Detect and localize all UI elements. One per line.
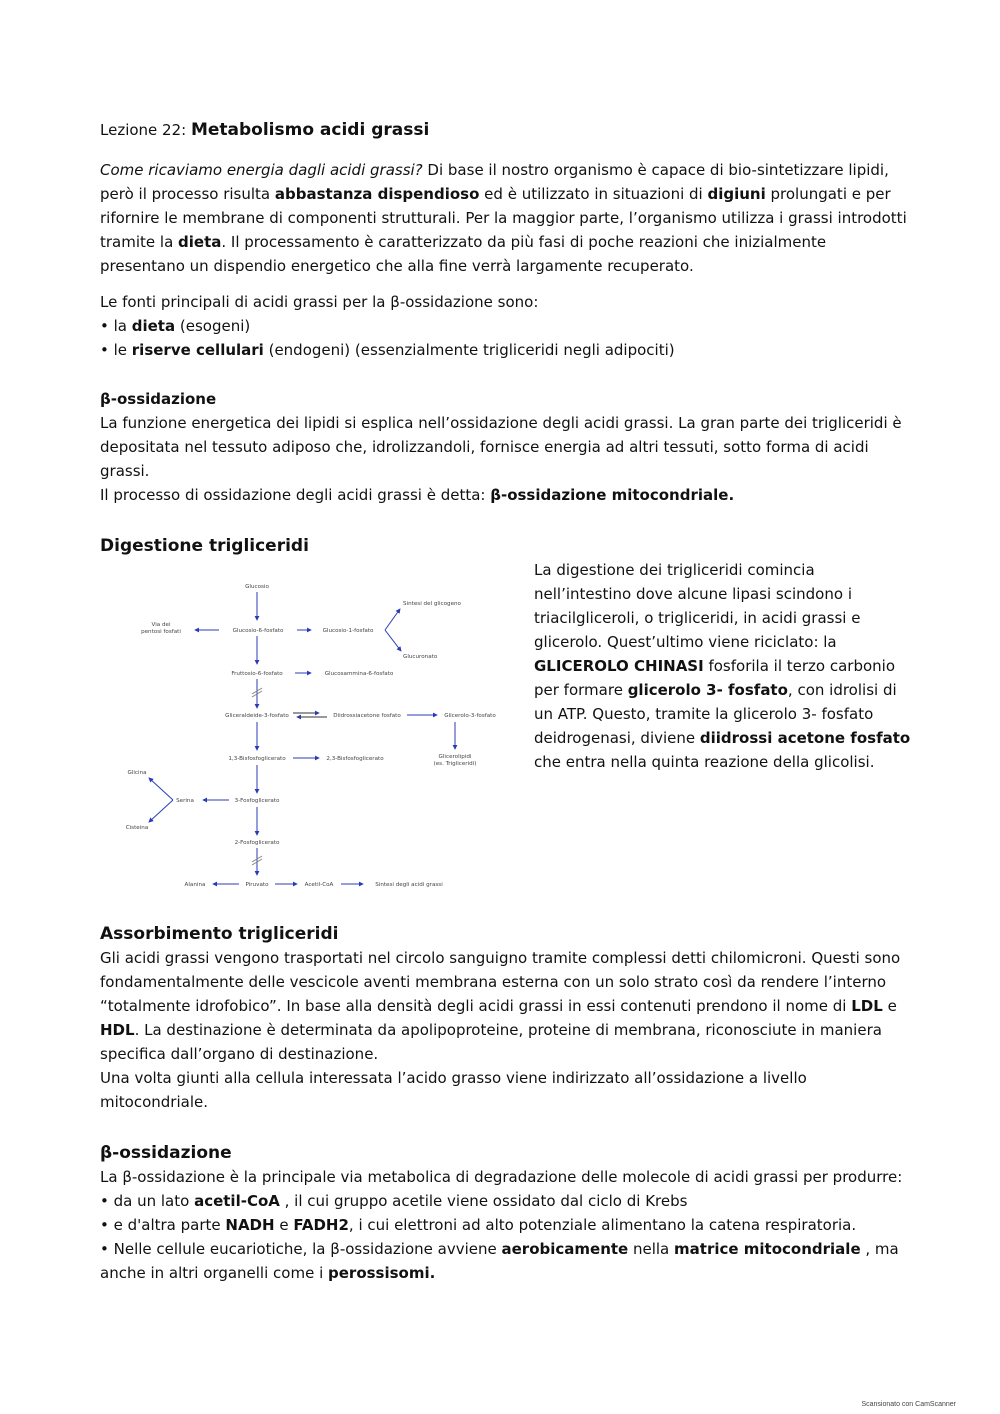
bullet-text: nella	[628, 1240, 675, 1258]
bullet-text: , ma anche in altri organelli come i	[100, 1240, 899, 1282]
diagram-label: Serina	[176, 798, 194, 804]
diagram-label: Piruvato	[245, 882, 269, 888]
bullet-bold: matrice mitocondriale	[674, 1240, 861, 1258]
section-heading: β-ossidazione	[100, 390, 217, 408]
intro-bold: dieta	[178, 233, 222, 251]
diagram-label: pentosi fosfati	[141, 629, 181, 635]
bullet-text: (esogeni)	[175, 317, 251, 335]
bullet-text: • da un lato	[100, 1192, 195, 1210]
sources-section	[100, 290, 910, 362]
sources-item	[100, 314, 910, 338]
diagram-label: Glucosio-6-fosfato	[232, 628, 284, 634]
beta-oxidation-section-2	[100, 1165, 910, 1285]
intro-bold: abbastanza dispendioso	[274, 185, 480, 203]
glycolysis-pathway-diagram	[115, 572, 515, 894]
paragraph-text: e	[882, 997, 897, 1015]
bullet-text: , il cui gruppo acetile viene ossidato dal ciclo di Krebs	[279, 1192, 688, 1210]
list-item	[100, 1237, 910, 1285]
paragraph-text: , con idrolisi di un ATP. Questo, tramite la glicerolo 3- fosfato deidrogenasi, diviene	[534, 681, 897, 747]
diagram-label: Glucosammina-6-fosfato	[324, 671, 394, 677]
diagram-label: Glucosio	[245, 584, 269, 590]
list-item	[100, 1189, 910, 1213]
bullet-text: • e d'altra parte	[100, 1216, 226, 1234]
lesson-number: Lezione 22:	[100, 121, 191, 139]
paragraph-text: Gli acidi grassi vengono trasportati nel circolo sanguigno tramite complessi detti chilomicroni. Questi sono fondamentalmente delle vescicole aventi membrana esterna con un solo strato così da rendere l’interno “totalmente idrofobico”. In base alla densità degli acidi grassi in essi contenuti prendono il nome di	[100, 949, 901, 1015]
diagram-label: Gliceraldeide-3-fosfato	[225, 713, 289, 719]
diagram-label: Sintesi degli acidi grassi	[375, 882, 443, 888]
sources-item	[100, 338, 910, 362]
diagram-label: Glicerolipidi	[438, 754, 472, 760]
bullet-text: e	[274, 1216, 294, 1234]
bullet-text: (endogeni) (essenzialmente trigliceridi negli adipociti)	[263, 341, 675, 359]
paragraph-text: che entra nella quinta reazione della glicolisi.	[534, 753, 875, 771]
paragraph-bold: LDL	[851, 997, 883, 1015]
diagram-arrows	[149, 592, 455, 884]
intro-text: ed è utilizzato in situazioni di	[479, 185, 708, 203]
diagram-label: Glucuronato	[403, 654, 438, 660]
diagram-label: 1,3-Bisfosfoglicerato	[228, 756, 286, 762]
bullet-text: • Nelle cellule eucariotiche, la β-ossidazione avviene	[100, 1240, 502, 1258]
lesson-topic: Metabolismo acidi grassi	[190, 120, 430, 140]
paragraph-bold: HDL	[100, 1021, 135, 1039]
diagram-label: Glucosio-1-fosfato	[322, 628, 374, 634]
diagram-label: 2,3-Bisfosfoglicerato	[326, 756, 384, 762]
section-paragraph: La β-ossidazione è la principale via metabolica di degradazione delle molecole di acidi grassi per produrre:	[100, 1168, 903, 1186]
paragraph-bold: β-ossidazione mitocondriale.	[490, 486, 735, 504]
paragraph-text: Il processo di ossidazione degli acidi grassi è detta:	[100, 486, 491, 504]
beta-oxidation-section-1	[100, 387, 910, 507]
diagram-label: 2-Fosfoglicerato	[234, 840, 280, 846]
section-paragraph	[100, 483, 910, 507]
diagram-label: Glicina	[127, 770, 147, 776]
list-item	[100, 1213, 910, 1237]
lesson-title	[100, 118, 429, 142]
bullet-bold: riserve cellulari	[131, 341, 264, 359]
bullet-text: , i cui elettroni ad alto potenziale alimentano la catena respiratoria.	[348, 1216, 857, 1234]
section-paragraph: La funzione energetica dei lipidi si esplica nell’ossidazione degli acidi grassi. La gran parte dei trigliceridi è depositata nel tessuto adiposo che, idrolizzandoli, fornisce energia ad altri tessuti, sotto forma di acidi grassi.	[100, 414, 902, 480]
diagram-label: Cisteina	[125, 825, 149, 831]
paragraph-bold: glicerolo 3- fosfato	[627, 681, 788, 699]
diagram-label: Via dei	[151, 622, 171, 628]
intro-bold: digiuni	[707, 185, 766, 203]
intro-text: Di base il nostro organismo è capace di bio-sintetizzare lipidi, però il processo risulta	[100, 161, 889, 203]
bullet-text: • la	[100, 317, 132, 335]
bullet-bold: perossisomi.	[328, 1264, 436, 1282]
assorbimento-section	[100, 946, 910, 1114]
sources-lead: Le fonti principali di acidi grassi per la β-ossidazione sono:	[100, 293, 539, 311]
bullet-bold: FADH2	[293, 1216, 349, 1234]
digestione-paragraph	[534, 558, 914, 774]
paragraph-text: La digestione dei trigliceridi comincia nell’intestino dove alcune lipasi scindono i triacilgliceroli, o trigliceridi, in acidi grassi e glicerolo. Quest’ultimo viene riciclato: la	[534, 561, 861, 651]
bullet-bold: dieta	[131, 317, 176, 335]
paragraph-text: . La destinazione è determinata da apolipoproteine, proteine di membrana, riconosciute in maniera specifica dall’organo di destinazione.	[100, 1021, 882, 1063]
digestione-heading: Digestione trigliceridi	[100, 536, 309, 556]
diagram-label: Alanina	[184, 882, 206, 888]
paragraph-bold: diidrossi acetone fosfato	[699, 729, 911, 747]
scanner-watermark: Scansionato con CamScanner	[861, 1401, 956, 1408]
intro-text: . Il processamento è caratterizzato da più fasi di poche reazioni che inizialmente presentano un dispendio energetico che alla fine verrà largamente recuperato.	[100, 233, 827, 275]
paragraph-text: fosforila il terzo carbonio per formare	[534, 657, 896, 699]
paragraph-bold: GLICEROLO CHINASI	[534, 657, 704, 675]
bullet-bold: aerobicamente	[501, 1240, 629, 1258]
diagram-label: Sintesi del glicogeno	[403, 601, 461, 607]
diagram-label: Diidrossiacetone fosfato	[333, 713, 401, 719]
diagram-label: Glicerolo-3-fosfato	[444, 713, 496, 719]
assorbimento-heading: Assorbimento trigliceridi	[100, 924, 339, 944]
beta-oxidation-heading-2: β-ossidazione	[100, 1143, 232, 1163]
diagram-label: (es. Trigliceridi)	[433, 761, 477, 767]
section-paragraph	[100, 946, 910, 1066]
diagram-label: Acetil-CoA	[304, 882, 334, 888]
bullet-bold: acetil-CoA	[194, 1192, 280, 1210]
diagram-label: Fruttosio-6-fosfato	[231, 671, 283, 677]
bullet-text: • le	[100, 341, 132, 359]
section-paragraph: Una volta giunti alla cellula interessata l’acido grasso viene indirizzato all’ossidazione a livello mitocondriale.	[100, 1069, 807, 1111]
bullet-bold: NADH	[225, 1216, 275, 1234]
intro-question: Come ricaviamo energia dagli acidi grassi?	[100, 161, 423, 179]
intro-text: prolungati e per rifornire le membrane di componenti strutturali. Per la maggior parte, l’organismo utilizza i grassi introdotti tramite la	[100, 185, 907, 251]
diagram-label: 3-Fosfoglicerato	[234, 798, 280, 804]
intro-paragraph	[100, 158, 910, 278]
